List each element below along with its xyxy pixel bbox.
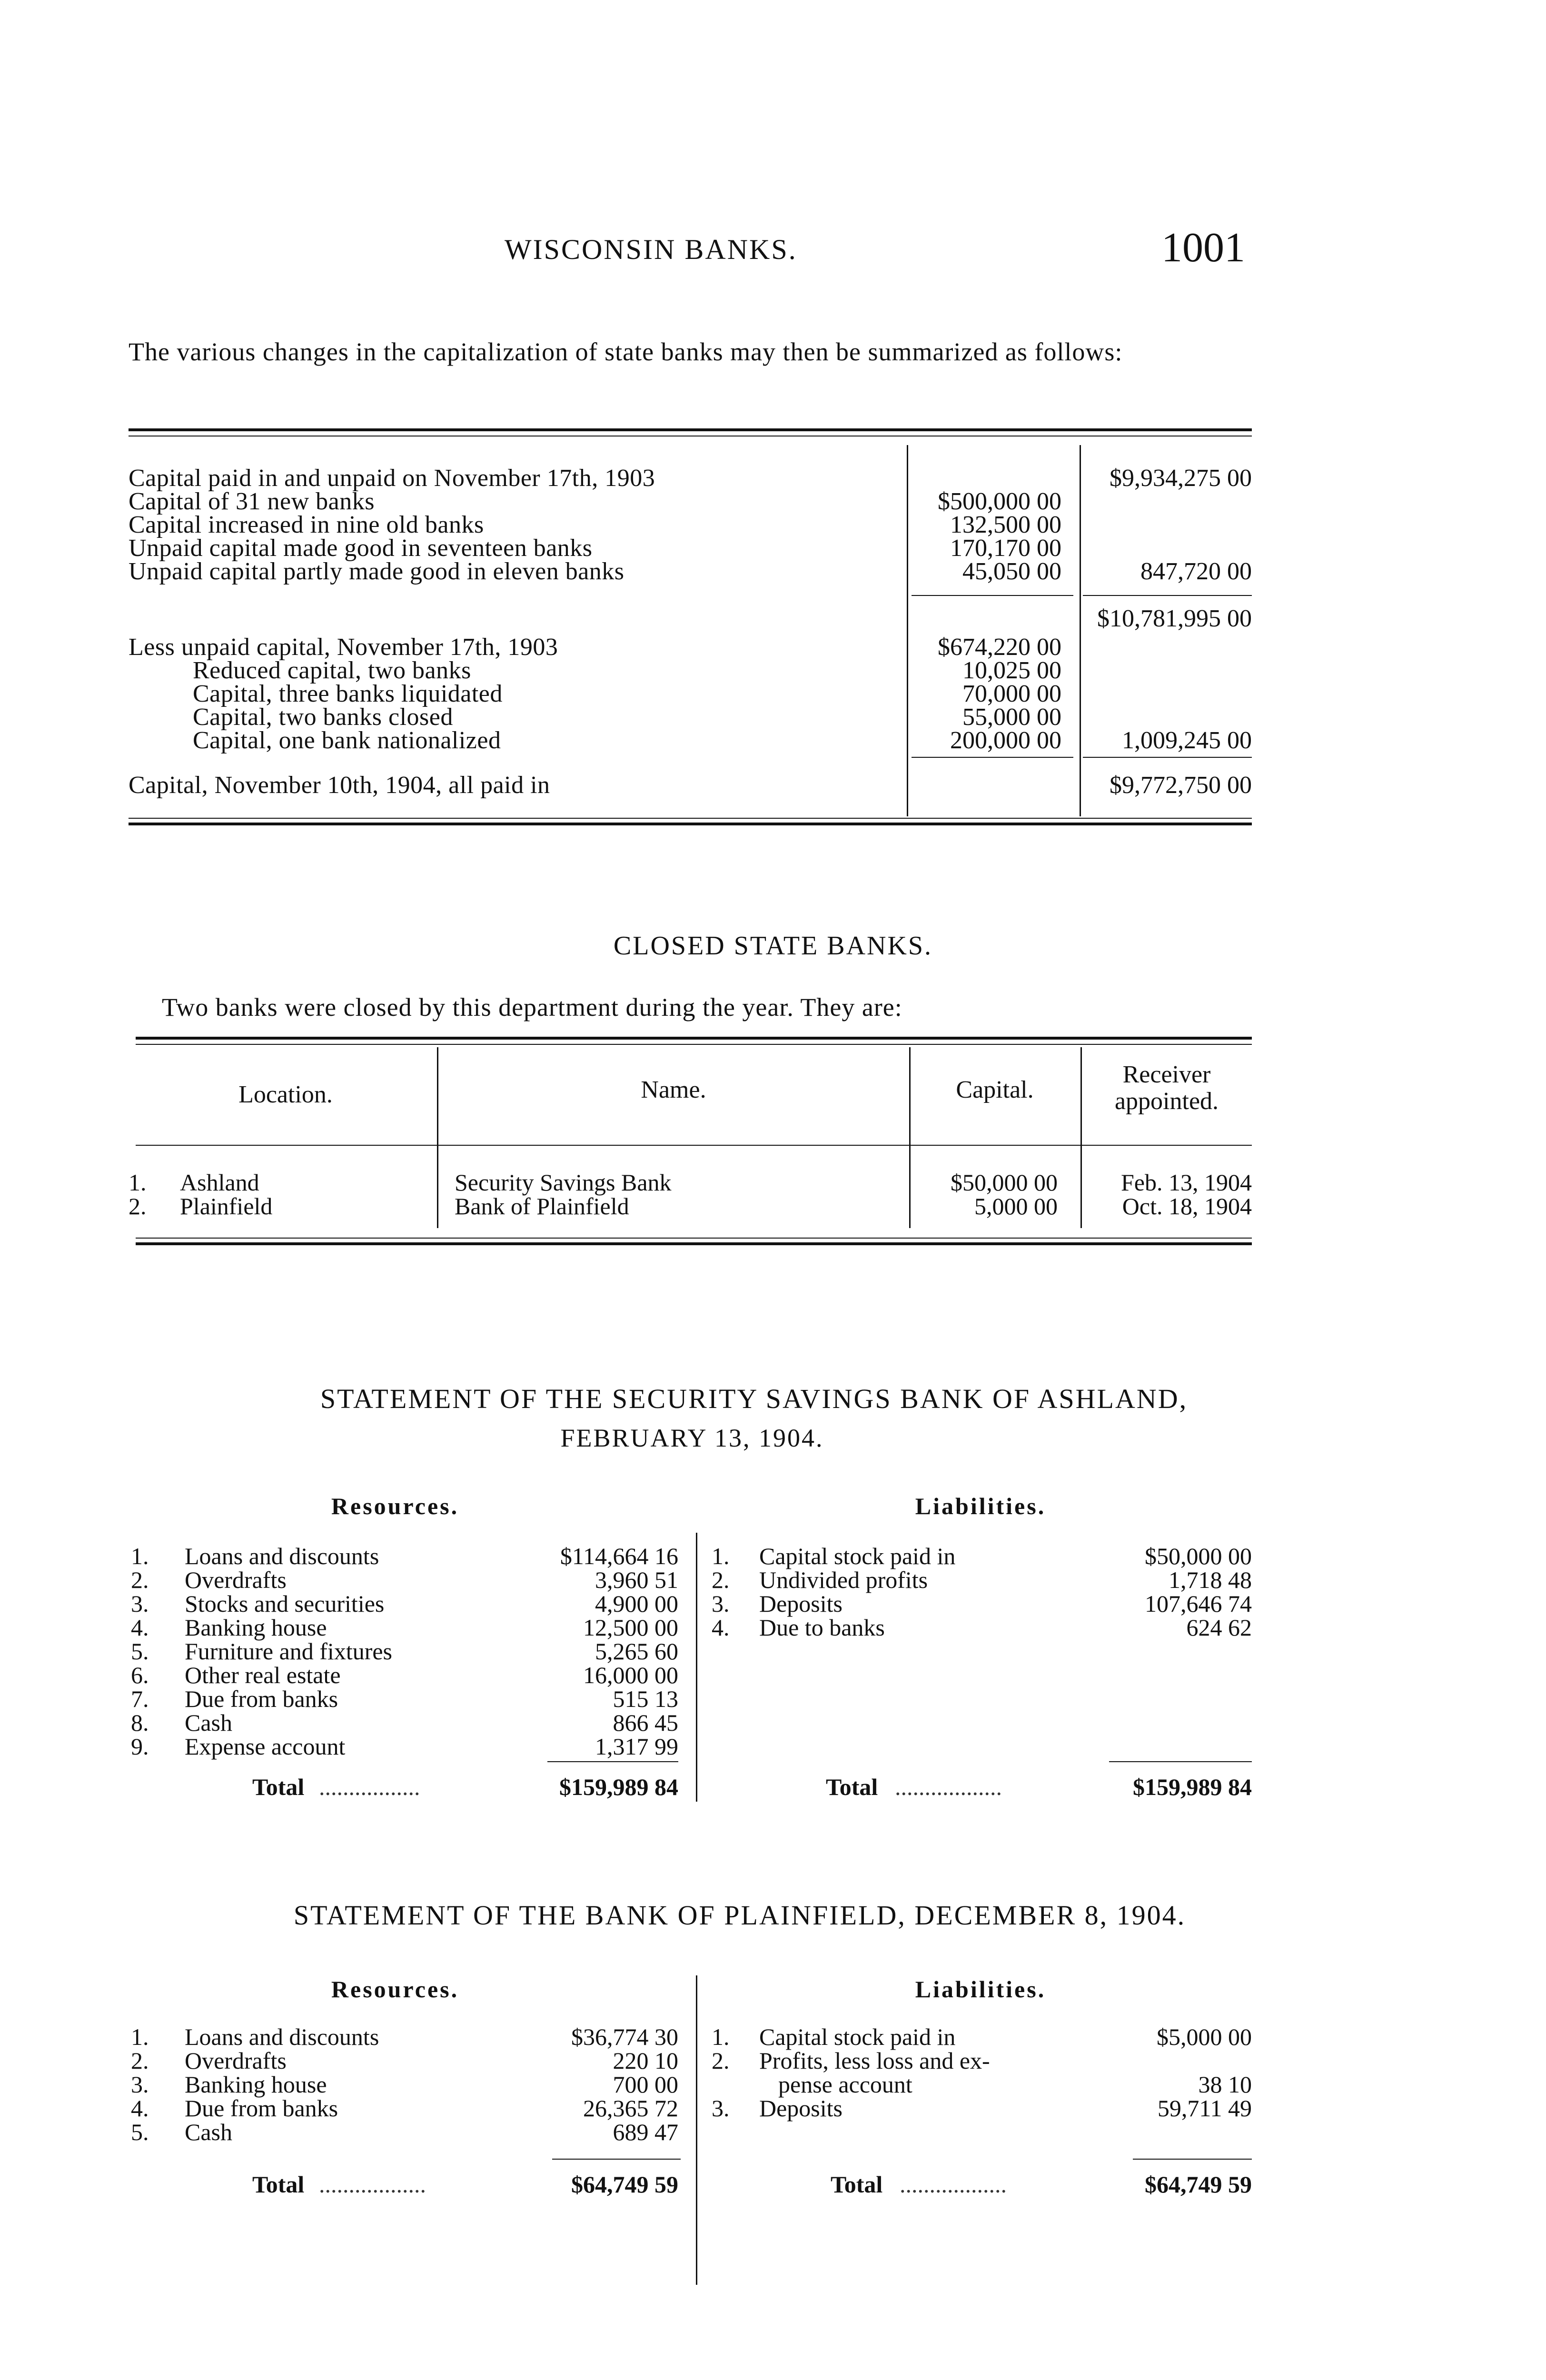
item-number: 2. (712, 2047, 730, 2074)
item-label: Due from banks (185, 2095, 338, 2122)
item-number: 3. (712, 1590, 730, 1617)
liabilities-total-label: Total (826, 1774, 878, 1800)
item-amount: 26,365 72 (583, 2095, 678, 2122)
resources-heading: Resources. (331, 1976, 459, 2003)
summary-row (129, 534, 1252, 562)
subtotal-amount: 10,025 00 (962, 657, 1061, 684)
header-rule (136, 1145, 1252, 1146)
total-amount: 1,009,245 00 (1122, 727, 1252, 754)
summary-row (129, 487, 1252, 515)
item-number: 3. (131, 1590, 149, 1617)
item-label: Undivided profits (759, 1567, 928, 1593)
item-label: Stocks and securities (185, 1590, 385, 1617)
bank-name: Bank of Plainfield (455, 1193, 629, 1220)
resources-total: $159,989 84 (559, 1774, 678, 1800)
total-rule (1109, 1761, 1252, 1762)
running-head: WISCONSIN BANKS. (505, 234, 797, 265)
resources-heading: Resources. (331, 1493, 459, 1519)
item-amount: 700 00 (613, 2071, 678, 2098)
bank-location: Plainfield (180, 1193, 273, 1220)
item-label: Deposits (759, 2095, 842, 2122)
total-amount: $10,781,995 00 (1097, 605, 1252, 632)
item-label: pense account (778, 2071, 912, 2098)
item-label: Due from banks (185, 1686, 338, 1712)
summary-row (129, 605, 1252, 632)
subtotal-rule (1083, 595, 1252, 596)
item-number: 3. (131, 2071, 149, 2098)
summary-row (129, 656, 1252, 684)
item-number: 5. (131, 1638, 149, 1665)
item-number: 1. (131, 2023, 149, 2050)
item-label: Overdrafts (185, 2047, 287, 2074)
summary-row (129, 511, 1252, 538)
item-amount: 515 13 (613, 1686, 678, 1712)
item-amount: 4,900 00 (595, 1590, 678, 1617)
top-rule-thick (129, 428, 1252, 431)
item-amount: $5,000 00 (1157, 2023, 1252, 2050)
receiver-date: Oct. 18, 1904 (1122, 1193, 1252, 1220)
closed-banks-title: CLOSED STATE BANKS. (613, 931, 933, 961)
item-number: 5. (131, 2119, 149, 2145)
row-label: Capital of 31 new banks (129, 488, 375, 515)
ashland-statement-date: FEBRUARY 13, 1904. (560, 1424, 824, 1452)
item-label: Expense account (185, 1733, 346, 1760)
receiver-header-line: appointed. (1114, 1088, 1219, 1115)
item-amount: 59,711 49 (1157, 2095, 1252, 2122)
resources-total: $64,749 59 (571, 2171, 678, 2198)
item-number: 2. (712, 1567, 730, 1593)
subtotal-amount: 45,050 00 (962, 558, 1061, 585)
item-number: 2. (131, 1567, 149, 1593)
subtotal-amount: $674,220 00 (938, 634, 1061, 661)
item-amount: 689 47 (613, 2119, 678, 2145)
row-label: Capital, one bank nationalized (193, 727, 501, 754)
item-label: Other real estate (185, 1662, 341, 1688)
leader-dots: .................. (319, 2171, 426, 2198)
statement-divider (696, 1533, 697, 1802)
subtotal-rule (912, 595, 1073, 596)
plainfield-statement-title: STATEMENT OF THE BANK OF PLAINFIELD, DECEMBER 8, 1904. (293, 1900, 1186, 1931)
subtotal-amount: 170,170 00 (950, 535, 1061, 562)
table-top-rule (136, 1037, 1252, 1040)
bank-name: Security Savings Bank (455, 1169, 672, 1196)
item-number: 7. (131, 1686, 149, 1712)
item-number: 4. (712, 1614, 730, 1641)
item-number: 8. (131, 1709, 149, 1736)
item-number: 6. (131, 1662, 149, 1688)
item-label: Loans and discounts (185, 1543, 379, 1569)
summary-row (129, 464, 1252, 492)
item-label: Cash (185, 1709, 232, 1736)
liabilities-total: $64,749 59 (1145, 2171, 1252, 2198)
item-amount: 624 62 (1186, 1614, 1252, 1641)
subtotal-amount: 70,000 00 (962, 680, 1061, 707)
item-amount: $50,000 00 (1145, 1543, 1252, 1569)
leader-dots: .................. (900, 2171, 1007, 2198)
resources-total-label: Total (252, 1774, 305, 1800)
row-label: Reduced capital, two banks (193, 657, 471, 684)
item-amount: 12,500 00 (583, 1614, 678, 1641)
row-label: Capital increased in nine old banks (129, 511, 484, 538)
subtotal-amount: 55,000 00 (962, 704, 1061, 731)
receiver-header-line: Receiver (1122, 1061, 1211, 1088)
item-amount: 16,000 00 (583, 1662, 678, 1688)
summary-row (129, 703, 1252, 731)
subtotal-amount: 132,500 00 (950, 511, 1061, 538)
liabilities-total-label: Total (831, 2171, 883, 2198)
column-header-location: Location. (238, 1081, 333, 1108)
item-number: 4. (131, 1614, 149, 1641)
item-amount: 1,718 48 (1169, 1567, 1252, 1593)
bottom-rule-thin (129, 818, 1252, 819)
row-label: Less unpaid capital, November 17th, 1903 (129, 634, 558, 661)
subtotal-rule (912, 757, 1073, 758)
summary-row (129, 557, 1252, 585)
summary-row (129, 680, 1252, 707)
item-amount: 1,317 99 (595, 1733, 678, 1760)
column-divider (437, 1047, 438, 1228)
item-number: 1. (712, 1543, 730, 1569)
item-label: Due to banks (759, 1614, 885, 1641)
item-label: Deposits (759, 1590, 842, 1617)
summary-row (129, 771, 1252, 799)
row-number: 1. (129, 1169, 147, 1196)
liabilities-heading: Liabilities. (915, 1976, 1046, 2003)
bank-location: Ashland (180, 1169, 259, 1196)
item-label: Profits, less loss and ex- (759, 2047, 990, 2074)
item-amount: $36,774 30 (571, 2023, 678, 2050)
item-label: Banking house (185, 2071, 327, 2098)
item-number: 4. (131, 2095, 149, 2122)
total-amount: $9,772,750 00 (1110, 772, 1252, 799)
column-header-receiver (1081, 1061, 1252, 1115)
ashland-statement-title: STATEMENT OF THE SECURITY SAVINGS BANK OF ASHLAND, (320, 1383, 1188, 1414)
table-bottom-rule (136, 1242, 1252, 1245)
table-bottom-rule-thin (136, 1238, 1252, 1239)
total-rule (547, 1761, 678, 1762)
total-amount: $9,934,275 00 (1110, 465, 1252, 492)
row-number: 2. (129, 1193, 147, 1220)
statement-divider (696, 1975, 697, 2285)
item-label: Cash (185, 2119, 232, 2145)
bank-capital: 5,000 00 (974, 1193, 1058, 1220)
column-header-name: Name. (641, 1076, 706, 1103)
item-amount: 866 45 (613, 1709, 678, 1736)
item-label: Banking house (185, 1614, 327, 1641)
closed-banks-intro: Two banks were closed by this department during the year. They are: (162, 993, 902, 1021)
resources-total-label: Total (252, 2171, 305, 2198)
summary-row (129, 633, 1252, 661)
summary-row (129, 726, 1252, 754)
row-label: Unpaid capital partly made good in eleven banks (129, 558, 624, 585)
liabilities-heading: Liabilities. (915, 1493, 1046, 1519)
item-amount: $114,664 16 (560, 1543, 678, 1569)
subtotal-amount: $500,000 00 (938, 488, 1061, 515)
total-amount: 847,720 00 (1140, 558, 1252, 585)
receiver-date: Feb. 13, 1904 (1121, 1169, 1252, 1196)
intro-paragraph: The various changes in the capitalization of state banks may then be summarized as follows: (129, 337, 1123, 366)
item-number: 1. (712, 2023, 730, 2050)
leader-dots: ................. (319, 1774, 420, 1800)
item-amount: 38 10 (1198, 2071, 1252, 2098)
row-label: Unpaid capital made good in seventeen banks (129, 535, 593, 562)
liabilities-total: $159,989 84 (1133, 1774, 1252, 1800)
subtotal-amount: 200,000 00 (950, 727, 1061, 754)
item-label: Overdrafts (185, 1567, 287, 1593)
item-label: Loans and discounts (185, 2023, 379, 2050)
row-label: Capital paid in and unpaid on November 17th, 1903 (129, 465, 655, 492)
column-header-capital: Capital. (956, 1076, 1034, 1103)
row-label: Capital, November 10th, 1904, all paid in (129, 772, 550, 799)
item-label: Capital stock paid in (759, 2023, 956, 2050)
subtotal-rule (1083, 757, 1252, 758)
item-label: Capital stock paid in (759, 1543, 956, 1569)
row-label: Capital, two banks closed (193, 704, 453, 731)
table-top-rule-thin (136, 1044, 1252, 1045)
item-label: Furniture and fixtures (185, 1638, 393, 1665)
item-number: 9. (131, 1733, 149, 1760)
page-number: 1001 (1161, 225, 1245, 271)
item-amount: 107,646 74 (1145, 1590, 1252, 1617)
item-amount: 3,960 51 (595, 1567, 678, 1593)
leader-dots: .................. (895, 1774, 1002, 1800)
total-rule (552, 2159, 681, 2160)
item-number: 3. (712, 2095, 730, 2122)
total-rule (1133, 2159, 1252, 2160)
item-number: 1. (131, 1543, 149, 1569)
item-number: 2. (131, 2047, 149, 2074)
bank-capital: $50,000 00 (951, 1169, 1058, 1196)
item-amount: 220 10 (613, 2047, 678, 2074)
item-amount: 5,265 60 (595, 1638, 678, 1665)
row-label: Capital, three banks liquidated (193, 680, 503, 707)
bottom-rule-thick (129, 823, 1252, 825)
